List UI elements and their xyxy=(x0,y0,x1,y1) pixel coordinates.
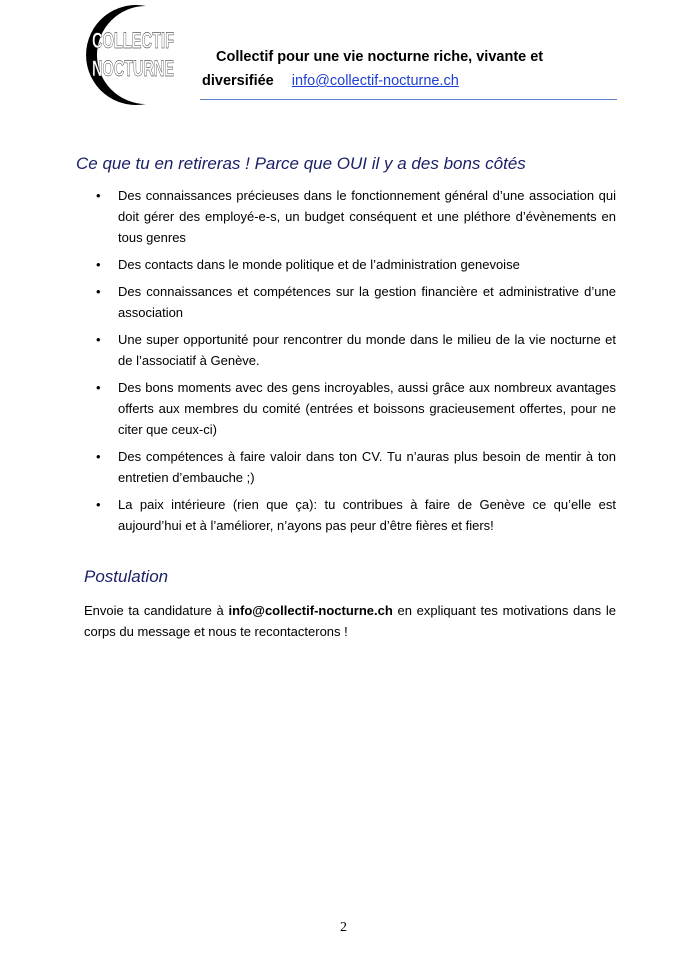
logo-text-line2: NOCTURNE xyxy=(92,56,174,81)
list-item-text: Une super opportunité pour rencontrer du monde dans le milieu de la vie nocturne et de l’associatif à Genève. xyxy=(118,332,616,368)
list-item-text: Des connaissances et compétences sur la gestion financière et administrative d’une association xyxy=(118,284,616,320)
list-item xyxy=(84,254,616,275)
postulation-text-after: en expliquant tes motivations dans le corps du message et nous te recontacterons ! xyxy=(84,603,616,639)
list-item-text: Des connaissances précieuses dans le fonctionnement général d’une association qui doit gérer des employé-e-s, un budget conséquent et une pléthore d’évènements en tous genres xyxy=(118,188,616,245)
postulation-paragraph xyxy=(84,600,616,642)
bullet-icon: • xyxy=(96,380,101,395)
header-email-link[interactable]: info@collectif-nocturne.ch xyxy=(291,73,459,89)
crescent-moon-icon xyxy=(86,5,146,105)
bullet-icon: • xyxy=(96,188,101,203)
postulation-heading: Postulation xyxy=(84,567,169,586)
list-item-text: Des bons moments avec des gens incroyables, aussi grâce aux nombreux avantages offerts aux membres du comité (entrées et boissons gracieusement offertes, pour ne citer que ceux-ci) xyxy=(118,380,616,437)
benefits-list xyxy=(84,185,616,542)
list-item xyxy=(84,281,616,323)
header-divider xyxy=(200,99,617,100)
list-item xyxy=(84,329,616,371)
list-item-text: La paix intérieure (rien que ça): tu contribues à faire de Genève ce qu’elle est aujourd’hui et à l’améliorer, n’ayons pas peur d’être fières et fiers! xyxy=(118,497,616,533)
list-item xyxy=(84,377,616,440)
list-item-text: Des compétences à faire valoir dans ton CV. Tu n’auras plus besoin de mentir à ton entretien d’embauche ;) xyxy=(118,449,616,485)
bullet-icon: • xyxy=(96,332,101,347)
header-title-line2: diversifiée xyxy=(202,73,274,89)
page-number: 2 xyxy=(340,920,347,935)
list-item xyxy=(84,446,616,488)
bullet-icon: • xyxy=(96,497,101,512)
bullet-icon: • xyxy=(96,449,101,464)
header-title: Collectif pour une vie nocturne riche, vivante et xyxy=(216,49,544,65)
collectif-nocturne-logo xyxy=(82,4,182,106)
list-item xyxy=(84,494,616,536)
postulation-email: info@collectif-nocturne.ch xyxy=(228,603,393,618)
benefits-heading: Ce que tu en retireras ! Parce que OUI il y a des bons côtés xyxy=(76,154,526,173)
list-item-text: Des contacts dans le monde politique et de l’administration genevoise xyxy=(118,257,520,272)
list-item xyxy=(84,185,616,248)
bullet-icon: • xyxy=(96,257,101,272)
logo-text-line1: COLLECTIF xyxy=(92,28,174,53)
header-title-continued xyxy=(202,73,459,89)
postulation-text-before: Envoie ta candidature à xyxy=(84,603,229,618)
bullet-icon: • xyxy=(96,284,101,299)
